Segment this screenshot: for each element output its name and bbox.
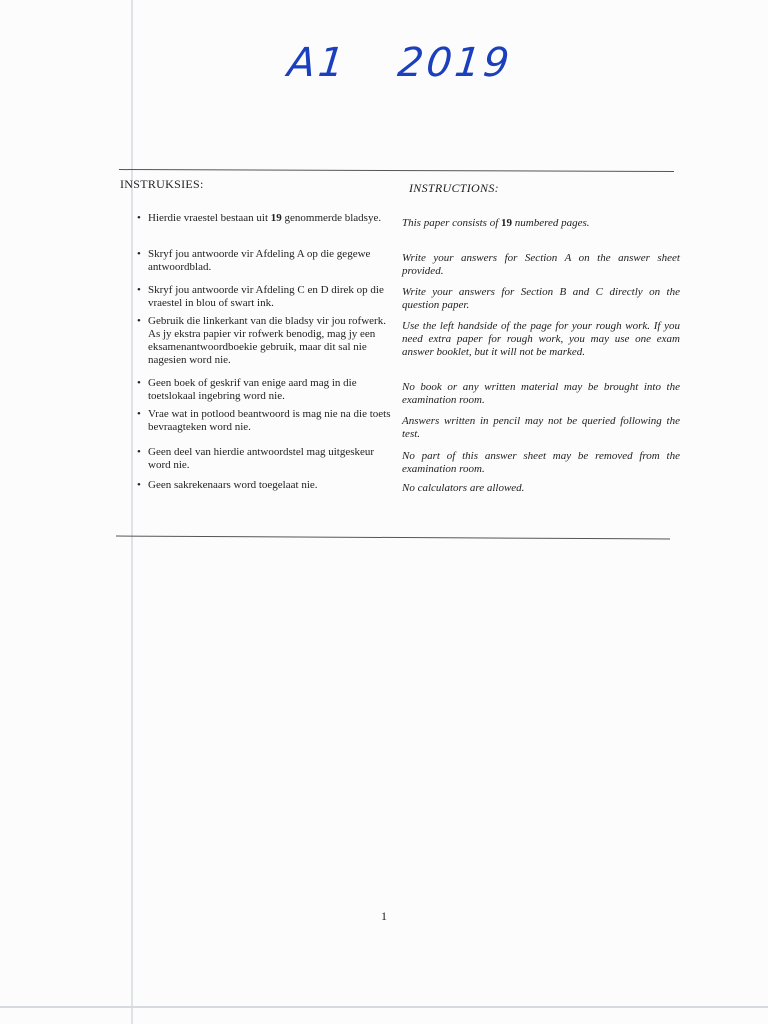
top-divider (119, 169, 674, 172)
instruction-item-af: • Vrae wat in potlood beantwoord is mag nie na die toets bevraagteken word nie. (137, 408, 391, 433)
instruction-item-af: • Skryf jou antwoorde vir Afdeling A op die gegewe antwoordblad. (137, 248, 371, 273)
instruction-item-af: • Skryf jou antwoorde vir Afdeling C en D direk op die vraestel in blou of swart ink. (137, 284, 384, 309)
bullet-icon: • (137, 446, 141, 458)
heading-english: INSTRUCTIONS: (409, 181, 499, 195)
instruction-item-en: This paper consists of 19 numbered pages. (402, 217, 590, 229)
instruction-item-en: No book or any written material may be brought into the examination room. (402, 381, 680, 406)
bullet-icon: • (137, 377, 141, 389)
instruction-item-af: • Geen boek of geskrif van enige aard mag in die toetslokaal ingebring word nie. (137, 377, 357, 402)
handwritten-paper-code: A1 (285, 40, 350, 86)
instruction-item-af: • Hierdie vraestel bestaan uit 19 genommerde bladsye. (137, 212, 382, 224)
instruction-item-af: • Gebruik die linkerkant van die bladsy vir jou rofwerk. As jy ekstra papier vir rofwerk benodig, mag jy een eksamenantwoordboekie gebruik, maar dit sal nie nagesien word nie. (137, 315, 386, 366)
instruction-item-en: No calculators are allowed. (402, 482, 525, 494)
bullet-icon: • (137, 408, 141, 420)
bullet-icon: • (137, 212, 141, 224)
heading-afrikaans: INSTRUKSIES: (120, 177, 204, 191)
instruction-item-en: No part of this answer sheet may be removed from the examination room. (402, 450, 680, 475)
instruction-item-af: • Geen sakrekenaars word toegelaat nie. (137, 479, 318, 491)
instruction-item-en: Answers written in pencil may not be queried following the test. (402, 415, 680, 440)
instruction-item-en: Write your answers for Section A on the answer sheet provided. (402, 252, 680, 277)
scan-edge-left (131, 0, 133, 1024)
instruction-item-af: • Geen deel van hierdie antwoordstel mag uitgeskeur word nie. (137, 446, 375, 471)
bullet-icon: • (137, 248, 141, 260)
handwritten-year: 2019 (395, 40, 515, 86)
bullet-icon: • (137, 479, 141, 491)
bullet-icon: • (137, 284, 141, 296)
bullet-icon: • (137, 315, 141, 327)
instruction-item-en: Use the left handside of the page for your rough work. If you need extra paper for rough work, you may use one exam answer booklet, but it will not be marked. (402, 320, 680, 358)
instruction-item-en: Write your answers for Section B and C directly on the question paper. (402, 286, 680, 311)
page-number: 1 (381, 909, 387, 923)
scan-edge-bottom (0, 1006, 768, 1008)
bottom-divider (116, 536, 670, 540)
